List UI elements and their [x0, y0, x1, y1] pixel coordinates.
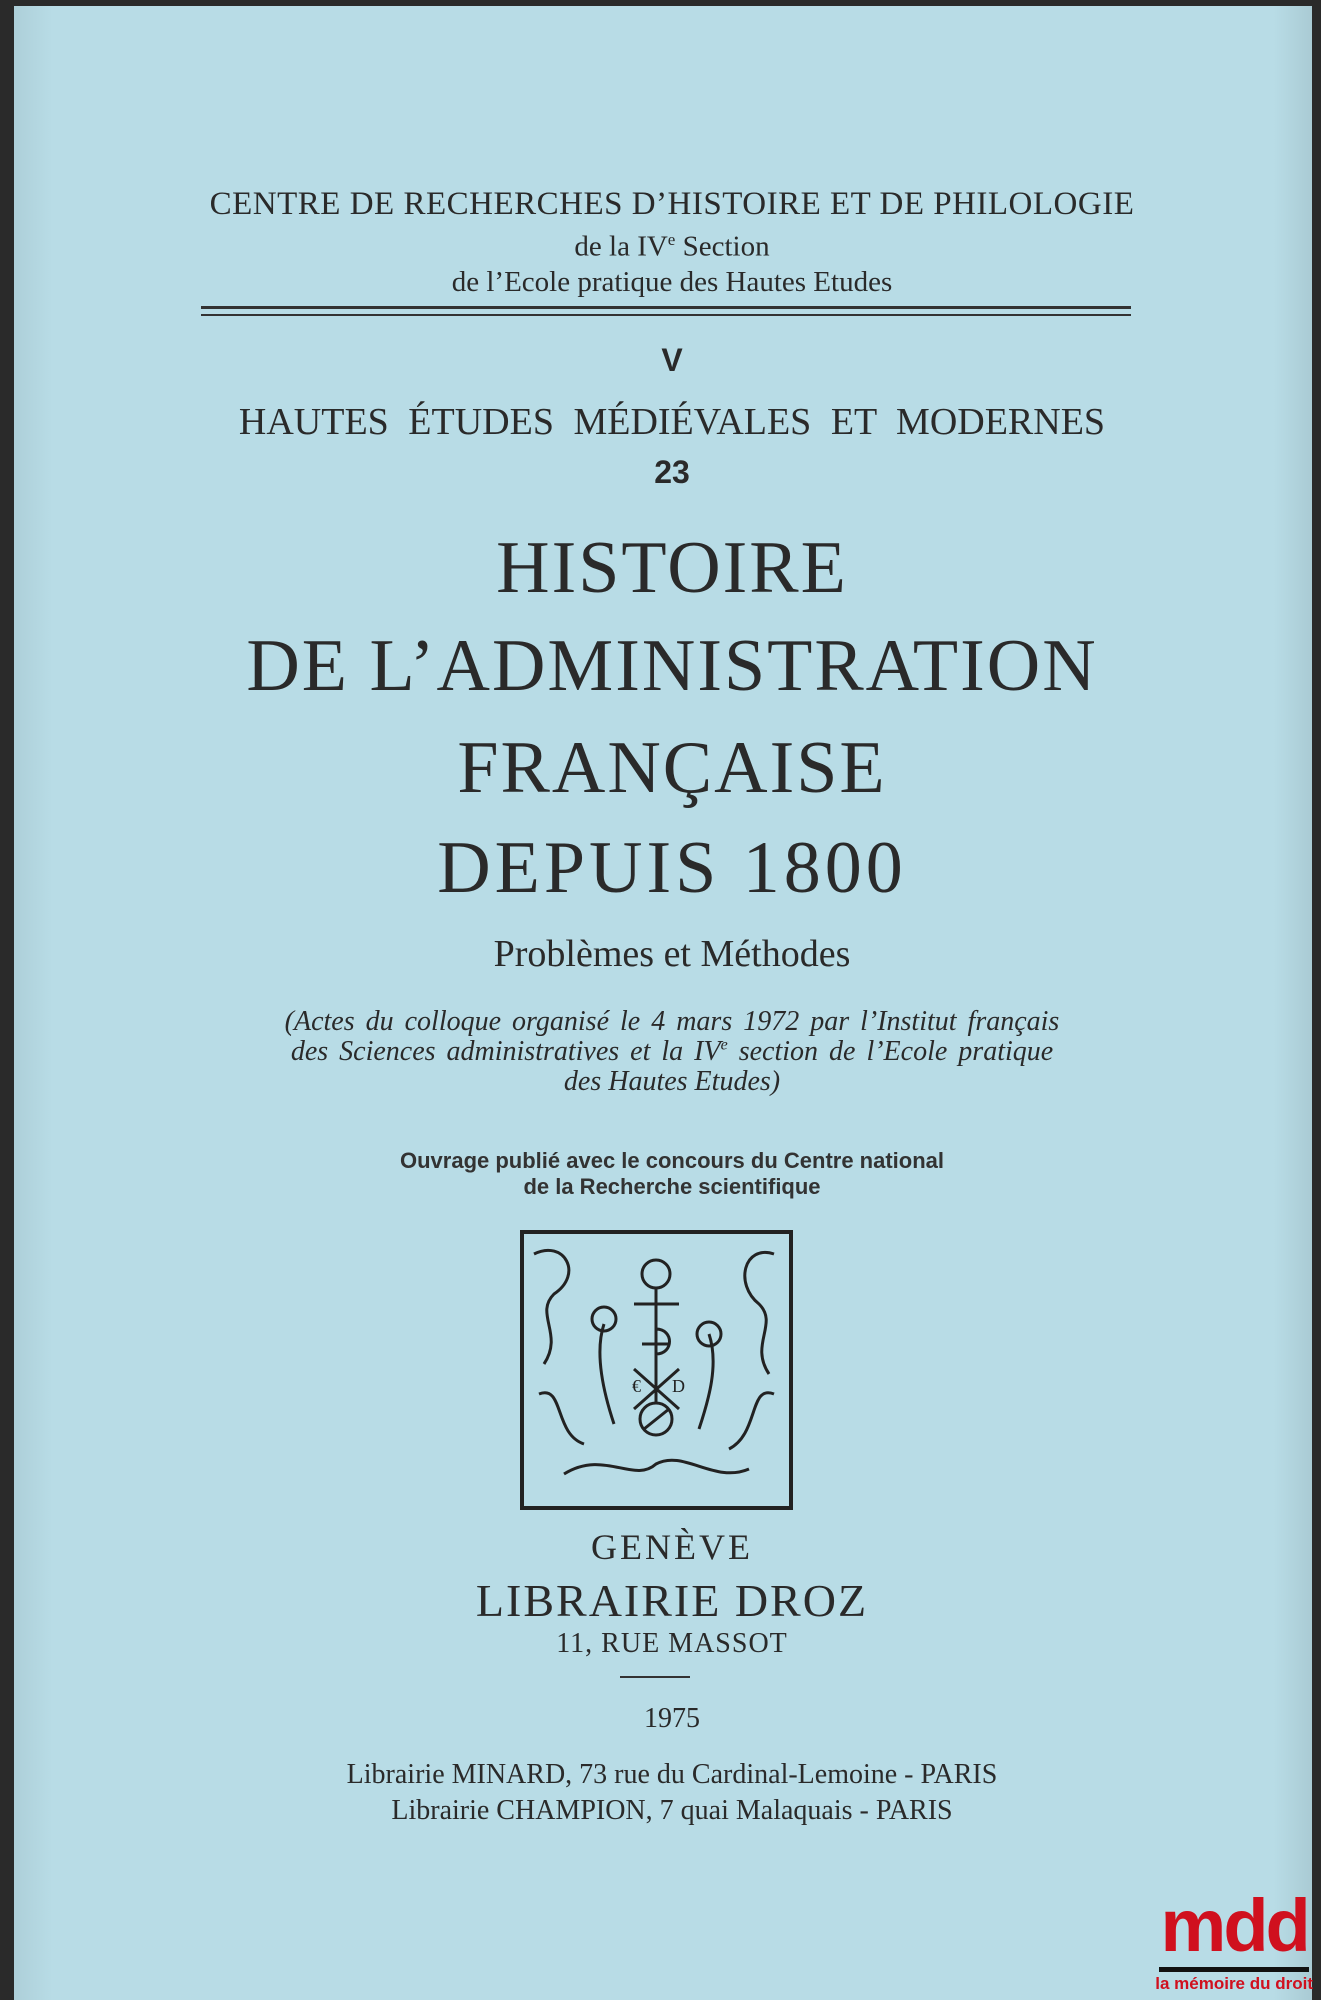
institution-name: CENTRE DE RECHERCHES D’HISTOIRE ET DE PHILOLOGIE [209, 186, 1135, 222]
svg-text:€: € [632, 1376, 641, 1396]
proceedings-sup: e [720, 1036, 728, 1054]
title-line-4: DEPUIS 1800 [437, 827, 907, 909]
double-rule-top [201, 306, 1131, 309]
title-line-3: FRANÇAISE [457, 727, 887, 809]
title-line-1: HISTOIRE [496, 527, 848, 609]
publisher-name: LIBRAIRIE DROZ [475, 1575, 869, 1626]
short-rule [620, 1676, 690, 1678]
school-name: de l’Ecole pratique des Hautes Etudes [451, 266, 893, 298]
svg-text:D: D [672, 1376, 685, 1396]
section-line [14, 230, 1321, 264]
watermark-tagline: la mémoire du droit [1155, 1974, 1313, 1993]
publisher-emblem-woodcut [520, 1230, 793, 1510]
support-line-2: de la Recherche scientifique [523, 1174, 821, 1199]
publisher-city: GENÈVE [591, 1527, 753, 1567]
proceedings-line-2-suffix: section de l’Ecole pratique [727, 1036, 1054, 1067]
distributor-minard: Librairie MINARD, 73 rue du Cardinal-Lemoine - PARIS [346, 1759, 998, 1790]
publication-year: 1975 [644, 1703, 700, 1734]
title-line-2: DE L’ADMINISTRATION [246, 625, 1098, 707]
watermark-bar [1159, 1967, 1309, 1972]
proceedings-line-2-prefix: des Sciences administratives et la IV [290, 1036, 721, 1067]
double-rule-bottom [201, 314, 1131, 316]
section-prefix: de la IV [574, 230, 668, 263]
watermark-logo-text: mdd [1160, 1884, 1308, 1967]
series-name: HAUTES ÉTUDES MÉDIÉVALES ET MODERNES [238, 401, 1106, 443]
subtitle: Problèmes et Méthodes [493, 933, 851, 975]
book-cover [14, 6, 1312, 2000]
support-line-1: Ouvrage publié avec le concours du Centre national [399, 1148, 945, 1173]
proceedings-line-3: des Hautes Etudes) [563, 1066, 781, 1097]
publisher-address: 11, RUE MASSOT [556, 1628, 788, 1659]
section-suffix: Section [675, 230, 770, 263]
series-number: 23 [654, 454, 690, 490]
section-sup: e [667, 230, 676, 249]
emblem-illustration-icon [524, 1234, 789, 1506]
series-roman-numeral: V [661, 342, 683, 378]
watermark-logo [1155, 1884, 1313, 1994]
proceedings-line-2 [14, 1036, 1321, 1068]
proceedings-line-1: (Actes du colloque organisé le 4 mars 1972 par l’Institut français [284, 1006, 1060, 1037]
distributor-champion: Librairie CHAMPION, 7 quai Malaquais - PARIS [391, 1795, 953, 1826]
